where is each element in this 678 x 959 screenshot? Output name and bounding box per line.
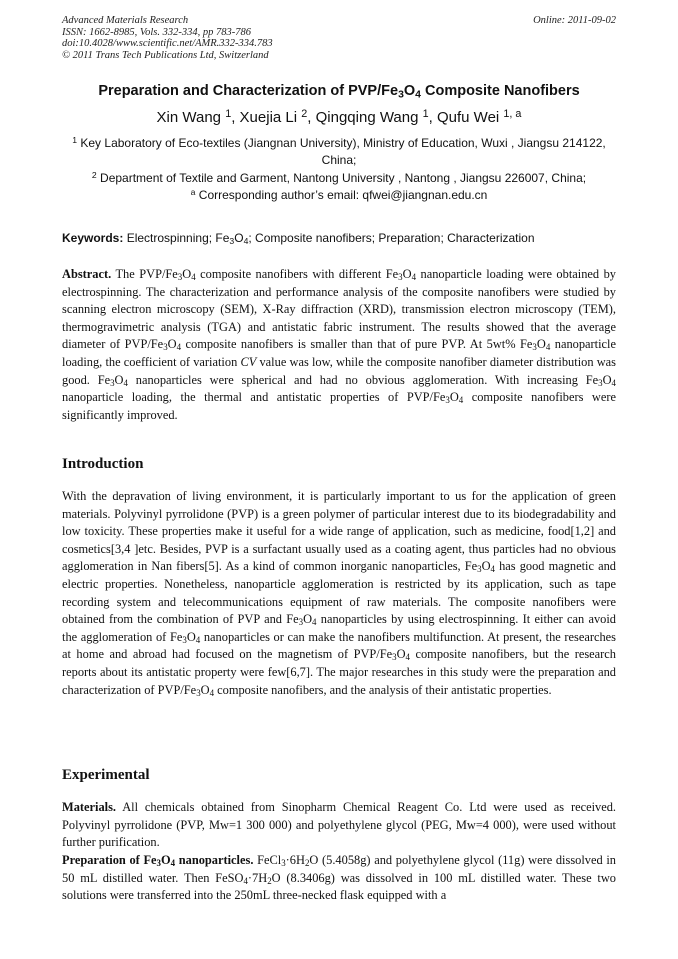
keywords-label: Keywords: [62,231,124,245]
issn-line: ISSN: 1662-8985, Vols. 332-334, pp 783-786 [62,26,251,38]
author-list: Xin Wang $^1$, Xuejia Li $^2$, Qingqing Wang $^1$, Qufu Wei $^{1, a}$ [156,108,522,126]
keywords: Keywords: Electrospinning; $Fe_3O_4$; Composite nanofibers; Preparation; Characterization [62,231,535,247]
materials-label: Materials. [62,800,117,814]
corresponding-email: $^a$ Corresponding author’s email: qfwei@jiangnan.edu.cn [190,187,488,202]
doi-line: doi:10.4028/www.scientific.net/AMR.332-334.783 [62,38,273,49]
copyright-line: © 2011 Trans Tech Publications Ltd, Switzerland [62,49,269,61]
section-heading-introduction: Introduction [62,456,144,472]
affiliation-2: $^2$ Department of Textile and Garment, Nantong University , Nantong , Jiangsu 226007, China; [91,170,587,185]
introduction-paragraph: With the depravation of living environment, it is particularly important to us for the application of green materials. Polyvinyl pyrrolidone (PVP) is a green polymer of particular interest due to its biodegradability and low toxicity. These properties make it useful for a wide range of application, such as medicine, food[1,2] and cosmetics[3,4 ]etc. Besides, PVP is a surfactant usually used as a coating agent, thus particles had no obvious agglomeration in Nan fibers[5]. As a kind of common inorganic nanoparticles, $Fe_3O_4$ has good magnetic and electric properties. Nonetheless, nanoparticle agglomeration is restricted by its application, such as tape recording system and telecommunications equipment of raw materials. The composite nanofibers were obtained from the combination of PVP and $Fe_3O_4$ nanoparticles by using electrospinning. It either can avoid the agglomeration of $Fe_3O_4$ nanoparticles or can make the nanofibers multifunction. At present, the researches at home and abroad had focused on the magnetism of PVP/$Fe_3O_4$ composite nanofibers, but the research reports about its antistatic property were few[6,7]. The major researches in this study were the preparation and characterization of PVP/$Fe_3O_4$ composite nanofibers, and the analysis of their antistatic properties. [62,489,616,698]
online-date: Online: 2011-09-02 [533,15,616,26]
preparation-paragraph: Preparation of $Fe_3O_4$ nanoparticles. $FeCl_3\cdot 6H_2O$ (5.4058g) and polyethylene glycol (11g) were dissolved in 50 mL distilled water. Then $FeSO_4\cdot 7H_2O$ (8.3406g) was dissolved in 100 mL distilled water. These two solutions were transferred into the 250mL three-necked flask equipped with a [62,853,616,903]
preparation-label: Preparation of $Fe_3O_4$ nanoparticles. [62,853,254,869]
affiliation-1: $^1$ Key Laboratory of Eco-textiles (Jiangnan University), Ministry of Education, Wuxi , Jiangsu 214122, China; [72,135,606,167]
journal-name: Advanced Materials Research [62,15,189,26]
abstract-label: Abstract. [62,267,112,281]
abstract: Abstract. The PVP/$Fe_3O_4$ composite nanofibers with different $Fe_3O_4$ nanoparticle loading were obtained by electrospinning. The characterization and performance analysis of the composite nanofibers were studied by scanning electron microscopy (SEM), X-Ray diffraction (XRD), transmission electron microscopy (TEM), thermogravimetric analysis (TGA) and antistatic fabric instrument. The results showed that the average diameter of PVP/$Fe_3O_4$ composite nanofibers is smaller than that of pure PVP. At 5wt% $Fe_3O_4$ nanoparticle loading, the coefficient of variation CV value was low, while the composite nanofiber diameter distribution was good. $Fe_3O_4$ nanoparticles were spherical and had no obvious agglomeration. With increasing $Fe_3O_4$ nanoparticle loading, the thermal and antistatic properties of PVP/$Fe_3O_4$ composite nanofibers were significantly improved. [62,267,616,422]
materials-paragraph: Materials. All chemicals obtained from Sinopharm Chemical Reagent Co. Ltd were used as received. Polyvinyl pyrrolidone (PVP, Mw=1 300 000) and polyethylene glycol (PEG, Mw=4 000), were used without further purification. [62,800,616,850]
section-heading-experimental: Experimental [62,767,150,783]
running-header [62,15,616,61]
paper-title: Preparation and Characterization of PVP/$Fe_3O_4$ Composite Nanofibers [98,83,580,101]
